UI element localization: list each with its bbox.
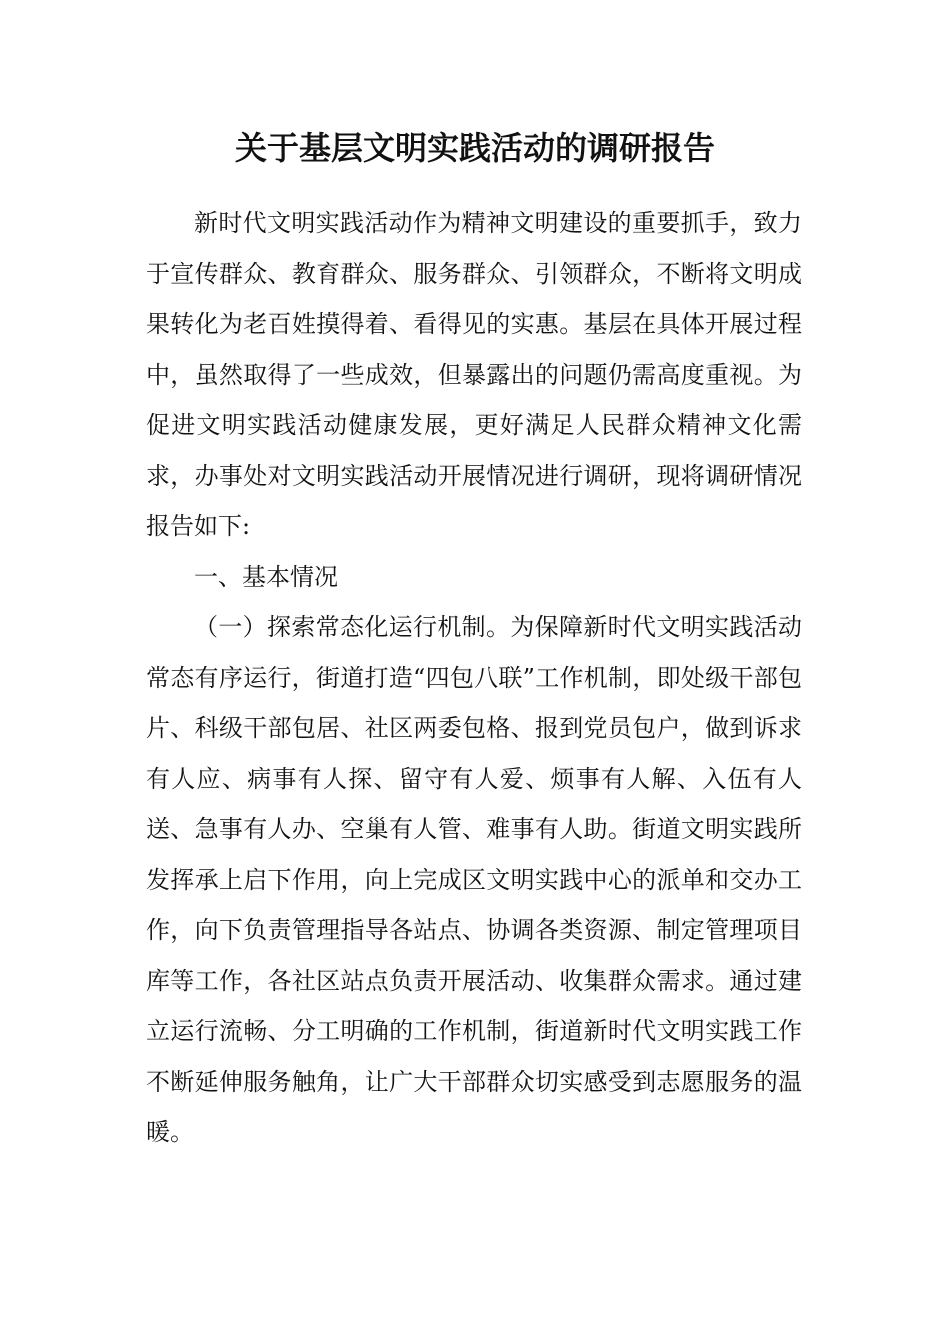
document-body [146,198,802,1158]
section-heading: 一、基本情况 [194,562,338,591]
intro-paragraph: 新时代文明实践活动作为精神文明建设的重要抓手，致力于宣传群众、教育群众、服务群众、引领群众，不断将文明成果转化为老百姓摸得着、看得见的实惠。基层在具体开展过程中，虽然取得了一些成效，但暴露出的问题仍需高度重视。为促进文明实践活动健康发展，更好满足人民群众精神文化需求，办事处对文明实践活动开展情况进行调研，现将调研情况报告如下: [146,209,802,540]
subsection-paragraph: （一）探索常态化运行机制。为保障新时代文明实践活动常态有序运行，街道打造“四包八联”工作机制，即处级干部包片、科级干部包居、社区两委包格、报到党员包户，做到诉求有人应、病事有人探、留守有人爱、烦事有人解、入伍有人送、急事有人办、空巢有人管、难事有人助。街道文明实践所发挥承上启下作用，向上完成区文明实践中心的派单和交办工作，向下负责管理指导各站点、协调各类资源、制定管理项目库等工作，各社区站点负责开展活动、收集群众需求。通过建立运行流畅、分工明确的工作机制，街道新时代文明实践工作不断延伸服务触角，让广大干部群众切实感受到志愿服务的温暖。 [146,613,802,1146]
document-title: 关于基层文明实践活动的调研报告 [234,129,715,167]
